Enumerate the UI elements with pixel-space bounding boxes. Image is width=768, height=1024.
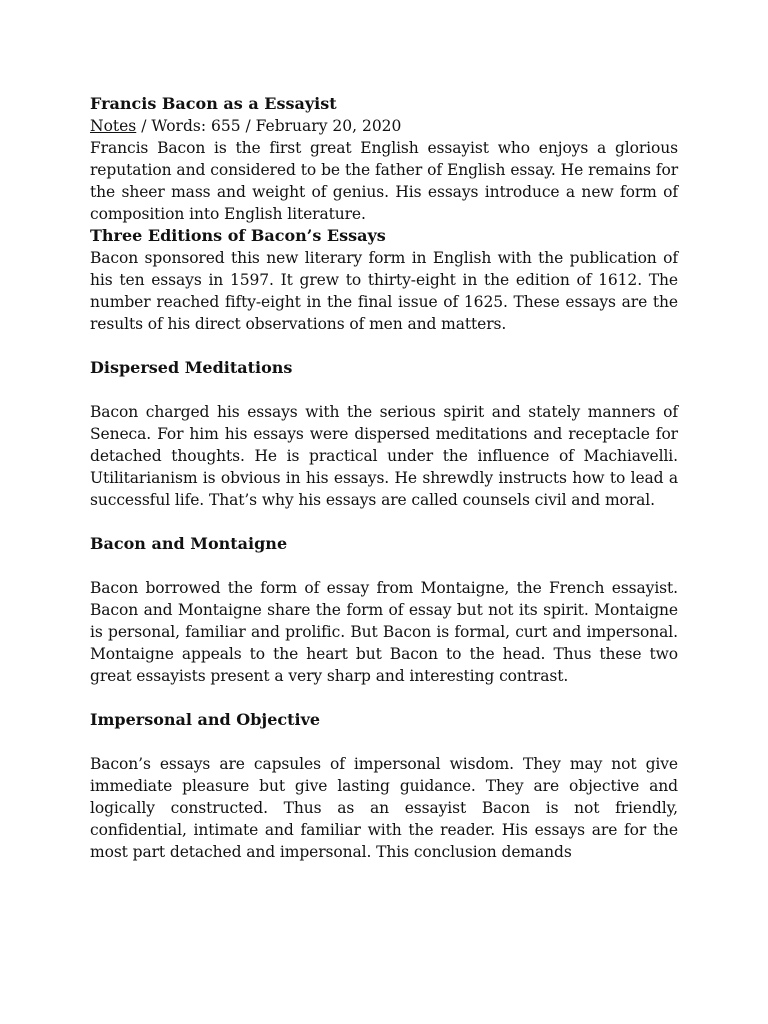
section-body-meditations: Bacon charged his essays with the serious spirit and stately manners of Seneca. For him his essays were dispersed meditations and receptacle for detached thoughts. He is practical under the influence of Machiavelli. Utilitarianism is obvious in his essays. He shrewdly instructs how to lead a successful life. That’s why his essays are called counsels civil and moral. (90, 403, 678, 509)
notes-link[interactable]: Notes (90, 117, 137, 135)
article-meta (90, 115, 678, 137)
section-heading-montaigne: Bacon and Montaigne (90, 534, 288, 553)
page-title: Francis Bacon as a Essayist (90, 94, 337, 113)
section-body-impersonal: Bacon’s essays are capsules of impersonal wisdom. They may not give immediate pleasure but give lasting guidance. They are objective and logically constructed. Thus as an essayist Bacon is not friendly, confidential, intimate and familiar with the reader. His essays are for the most part detached and impersonal. This conclusion demands (90, 755, 678, 861)
section-body-editions: Bacon sponsored this new literary form in English with the publication of his ten essays in 1597. It grew to thirty-eight in the edition of 1612. The number reached fifty-eight in the final issue of 1625. These essays are the results of his direct observations of men and matters. (90, 249, 678, 333)
section-heading-editions: Three Editions of Bacon’s Essays (90, 226, 386, 245)
document-page (90, 93, 678, 863)
article-details: / Words: 655 / February 20, 2020 (136, 117, 402, 135)
intro-paragraph: Francis Bacon is the first great English essayist who enjoys a glorious reputation and considered to be the father of English essay. He remains for the sheer mass and weight of genius. His essays introduce a new form of composition into English literature. (90, 139, 678, 223)
section-heading-meditations: Dispersed Meditations (90, 358, 293, 377)
section-body-montaigne: Bacon borrowed the form of essay from Montaigne, the French essayist. Bacon and Montaigne share the form of essay but not its spirit. Montaigne is personal, familiar and prolific. But Bacon is formal, curt and impersonal. Montaigne appeals to the heart but Bacon to the head. Thus these two great essayists present a very sharp and interesting contrast. (90, 579, 678, 685)
section-heading-impersonal: Impersonal and Objective (90, 710, 321, 729)
